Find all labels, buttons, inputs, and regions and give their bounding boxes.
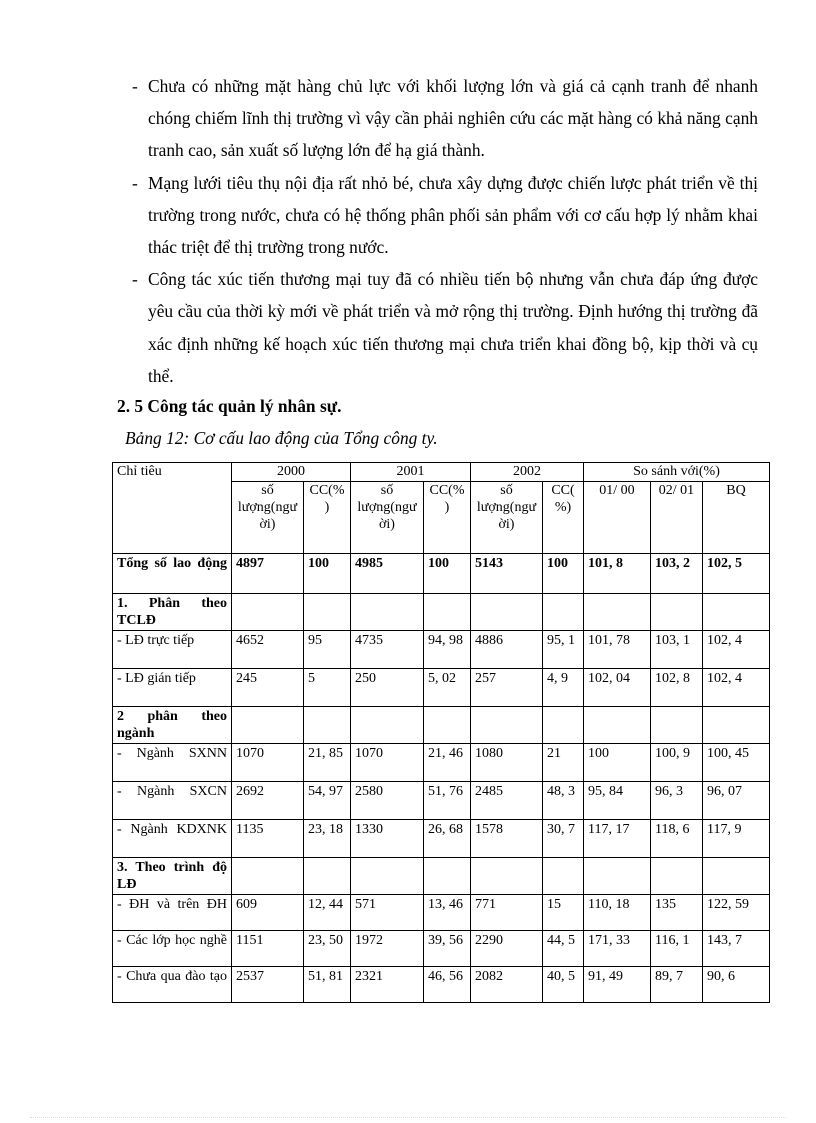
table-cell: 103, 2 — [651, 554, 703, 594]
table-cell: 250 — [351, 669, 424, 707]
table-cell — [304, 594, 351, 631]
table-cell: 40, 5 — [543, 967, 584, 1003]
table-cell: 94, 98 — [424, 631, 471, 669]
table-cell — [543, 594, 584, 631]
header-so-luong: số lượng(người) — [351, 482, 424, 554]
table-cell — [584, 594, 651, 631]
table-cell — [651, 594, 703, 631]
table-cell: 122, 59 — [703, 895, 770, 931]
header-year-2000: 2000 — [232, 463, 351, 482]
table-row — [113, 967, 770, 1003]
table-cell: 117, 9 — [703, 820, 770, 858]
table-cell: 100 — [543, 554, 584, 594]
table-cell: 102, 5 — [703, 554, 770, 594]
table-cell: 23, 50 — [304, 931, 351, 967]
table-cell: 89, 7 — [651, 967, 703, 1003]
table-cell: 90, 6 — [703, 967, 770, 1003]
table-cell: 1330 — [351, 820, 424, 858]
table-cell: 96, 3 — [651, 782, 703, 820]
table-cell: 102, 4 — [703, 669, 770, 707]
bullet-text: Mạng lưới tiêu thụ nội địa rất nhỏ bé, chưa xây dựng được chiến lược phát triển về thị trường trong nước, chưa có hệ thống phân phối sản phẩm với cơ cấu hợp lý nhằm khai thác triệt để thị trường trong nước. — [148, 172, 758, 258]
table-cell — [543, 858, 584, 895]
table-cell: 102, 4 — [703, 631, 770, 669]
row-label-cell: 2 phân theo ngành — [113, 707, 232, 744]
table-cell: 2082 — [471, 967, 543, 1003]
table-cell: 4652 — [232, 631, 304, 669]
table-cell: 100, 9 — [651, 744, 703, 782]
header-year-2002: 2002 — [471, 463, 584, 482]
table-cell: 51, 81 — [304, 967, 351, 1003]
table-cell: 2321 — [351, 967, 424, 1003]
table-row — [113, 895, 770, 931]
table-row — [113, 707, 770, 744]
table-cell: 95, 84 — [584, 782, 651, 820]
table-row — [113, 744, 770, 782]
table-cell: 100 — [304, 554, 351, 594]
table-cell: 2290 — [471, 931, 543, 967]
header-01-00: 01/ 00 — [584, 482, 651, 554]
header-so-luong: số lượng(người) — [471, 482, 543, 554]
table-cell: 5 — [304, 669, 351, 707]
table-cell: 102, 8 — [651, 669, 703, 707]
table-cell: 110, 18 — [584, 895, 651, 931]
table-cell — [471, 858, 543, 895]
table-cell: 12, 44 — [304, 895, 351, 931]
row-label-cell: - Các lớp học nghề — [113, 931, 232, 967]
table-cell: 143, 7 — [703, 931, 770, 967]
table-cell: 30, 7 — [543, 820, 584, 858]
table-cell: 1151 — [232, 931, 304, 967]
table-row — [113, 554, 770, 594]
bullet-item — [132, 263, 758, 392]
table-cell: 4897 — [232, 554, 304, 594]
table-cell: 51, 76 — [424, 782, 471, 820]
table-cell: 171, 33 — [584, 931, 651, 967]
table-cell — [232, 594, 304, 631]
table-cell: 39, 56 — [424, 931, 471, 967]
table-cell — [304, 707, 351, 744]
table-cell — [543, 707, 584, 744]
bullet-list — [132, 70, 758, 392]
table-cell — [584, 858, 651, 895]
table-cell: 101, 78 — [584, 631, 651, 669]
bullet-marker: - — [132, 76, 138, 96]
table-cell: 1080 — [471, 744, 543, 782]
table-cell: 1135 — [232, 820, 304, 858]
table-cell: 91, 49 — [584, 967, 651, 1003]
header-bq: BQ — [703, 482, 770, 554]
table-cell: 100, 45 — [703, 744, 770, 782]
row-label-cell: - LĐ gián tiếp — [113, 669, 232, 707]
table-cell: 771 — [471, 895, 543, 931]
table-cell: 5, 02 — [424, 669, 471, 707]
table-cell: 26, 68 — [424, 820, 471, 858]
table-cell — [703, 707, 770, 744]
row-label-cell: - Chưa qua đào tạo — [113, 967, 232, 1003]
table-cell: 95 — [304, 631, 351, 669]
row-label-cell: - Ngành SXCN — [113, 782, 232, 820]
table-row — [113, 782, 770, 820]
table-cell: 2692 — [232, 782, 304, 820]
table-cell: 2537 — [232, 967, 304, 1003]
table-cell: 23, 18 — [304, 820, 351, 858]
bullet-item — [132, 70, 758, 167]
table-cell — [471, 707, 543, 744]
table-row — [113, 669, 770, 707]
row-label-cell: - ĐH và trên ĐH — [113, 895, 232, 931]
header-cc: CC(%) — [424, 482, 471, 554]
table-cell: 21 — [543, 744, 584, 782]
table-cell — [351, 594, 424, 631]
labor-structure-table — [112, 462, 770, 1003]
table-cell: 1070 — [351, 744, 424, 782]
table-cell: 245 — [232, 669, 304, 707]
header-comparison: So sánh với(%) — [584, 463, 770, 482]
table-cell: 13, 46 — [424, 895, 471, 931]
table-cell: 2485 — [471, 782, 543, 820]
table-cell: 4735 — [351, 631, 424, 669]
table-row — [113, 931, 770, 967]
table-cell: 46, 56 — [424, 967, 471, 1003]
table-cell — [651, 707, 703, 744]
table-cell — [232, 707, 304, 744]
table-cell: 48, 3 — [543, 782, 584, 820]
header-cc: CC(%) — [304, 482, 351, 554]
header-cc: CC(%) — [543, 482, 584, 554]
row-label-cell: 3. Theo trình độ LĐ — [113, 858, 232, 895]
table-cell: 117, 17 — [584, 820, 651, 858]
row-label-cell: 1. Phân theo TCLĐ — [113, 594, 232, 631]
table-cell — [471, 594, 543, 631]
bullet-marker: - — [132, 172, 138, 193]
table-caption: Bảng 12: Cơ cấu lao động của Tổng công ty. — [125, 428, 438, 448]
table-cell: 44, 5 — [543, 931, 584, 967]
table-cell: 103, 1 — [651, 631, 703, 669]
table-cell: 2580 — [351, 782, 424, 820]
table-cell: 15 — [543, 895, 584, 931]
table-cell — [232, 858, 304, 895]
table-cell: 96, 07 — [703, 782, 770, 820]
table-cell: 116, 1 — [651, 931, 703, 967]
table-cell: 4985 — [351, 554, 424, 594]
table-cell — [424, 594, 471, 631]
table-cell — [351, 707, 424, 744]
table-cell: 1972 — [351, 931, 424, 967]
table-row — [113, 820, 770, 858]
table-cell — [651, 858, 703, 895]
table-cell — [703, 594, 770, 631]
table-cell: 135 — [651, 895, 703, 931]
table-row — [113, 858, 770, 895]
bullet-text: Công tác xúc tiến thương mại tuy đã có nhiều tiến bộ nhưng vẫn chưa đáp ứng được yêu cầu của thời kỳ mới về phát triển và mở rộng thị trường. Định hướng thị trường đã xác định những kế hoạch xúc tiến thương mại chưa triển khai đồng bộ, kịp thời và cụ thể. — [148, 269, 758, 386]
header-02-01: 02/ 01 — [651, 482, 703, 554]
table-row — [113, 631, 770, 669]
row-label-cell: - Ngành KDXNK — [113, 820, 232, 858]
bullet-marker: - — [132, 269, 138, 290]
table-cell: 21, 46 — [424, 744, 471, 782]
table-cell: 100 — [584, 744, 651, 782]
table-cell: 54, 97 — [304, 782, 351, 820]
row-label-cell: Tổng số lao động — [113, 554, 232, 594]
bullet-text: Chưa có những mặt hàng chủ lực với khối lượng lớn và giá cả cạnh tranh để nhanh chóng chiếm lĩnh thị trường vì vậy cần phải nghiên cứu các mặt hàng có khả năng cạnh tranh cao, sản xuất số lượng lớn để hạ giá thành. — [148, 76, 758, 161]
bullet-item — [132, 167, 758, 264]
table-cell — [424, 858, 471, 895]
row-label-cell: - Ngành SXNN — [113, 744, 232, 782]
table-cell: 118, 6 — [651, 820, 703, 858]
table-cell: 4886 — [471, 631, 543, 669]
table-cell — [351, 858, 424, 895]
table-cell — [304, 858, 351, 895]
table-cell: 100 — [424, 554, 471, 594]
table-cell: 5143 — [471, 554, 543, 594]
section-heading: 2. 5 Công tác quản lý nhân sự. — [117, 396, 342, 416]
table-header-row — [113, 463, 770, 482]
table-cell: 4, 9 — [543, 669, 584, 707]
table-cell: 571 — [351, 895, 424, 931]
row-label-cell: - LĐ trực tiếp — [113, 631, 232, 669]
table-cell: 95, 1 — [543, 631, 584, 669]
table-cell: 102, 04 — [584, 669, 651, 707]
page-footer-rule — [30, 1117, 786, 1118]
header-year-2001: 2001 — [351, 463, 471, 482]
table-cell: 101, 8 — [584, 554, 651, 594]
table-body — [113, 554, 770, 1003]
table-cell: 257 — [471, 669, 543, 707]
table-row — [113, 594, 770, 631]
table-cell: 21, 85 — [304, 744, 351, 782]
header-chi-tieu: Chỉ tiêu — [113, 463, 232, 554]
header-so-luong: số lượng(người) — [232, 482, 304, 554]
table-cell: 1578 — [471, 820, 543, 858]
table-cell — [584, 707, 651, 744]
table-cell: 1070 — [232, 744, 304, 782]
table-cell: 609 — [232, 895, 304, 931]
table-cell — [703, 858, 770, 895]
table-cell — [424, 707, 471, 744]
